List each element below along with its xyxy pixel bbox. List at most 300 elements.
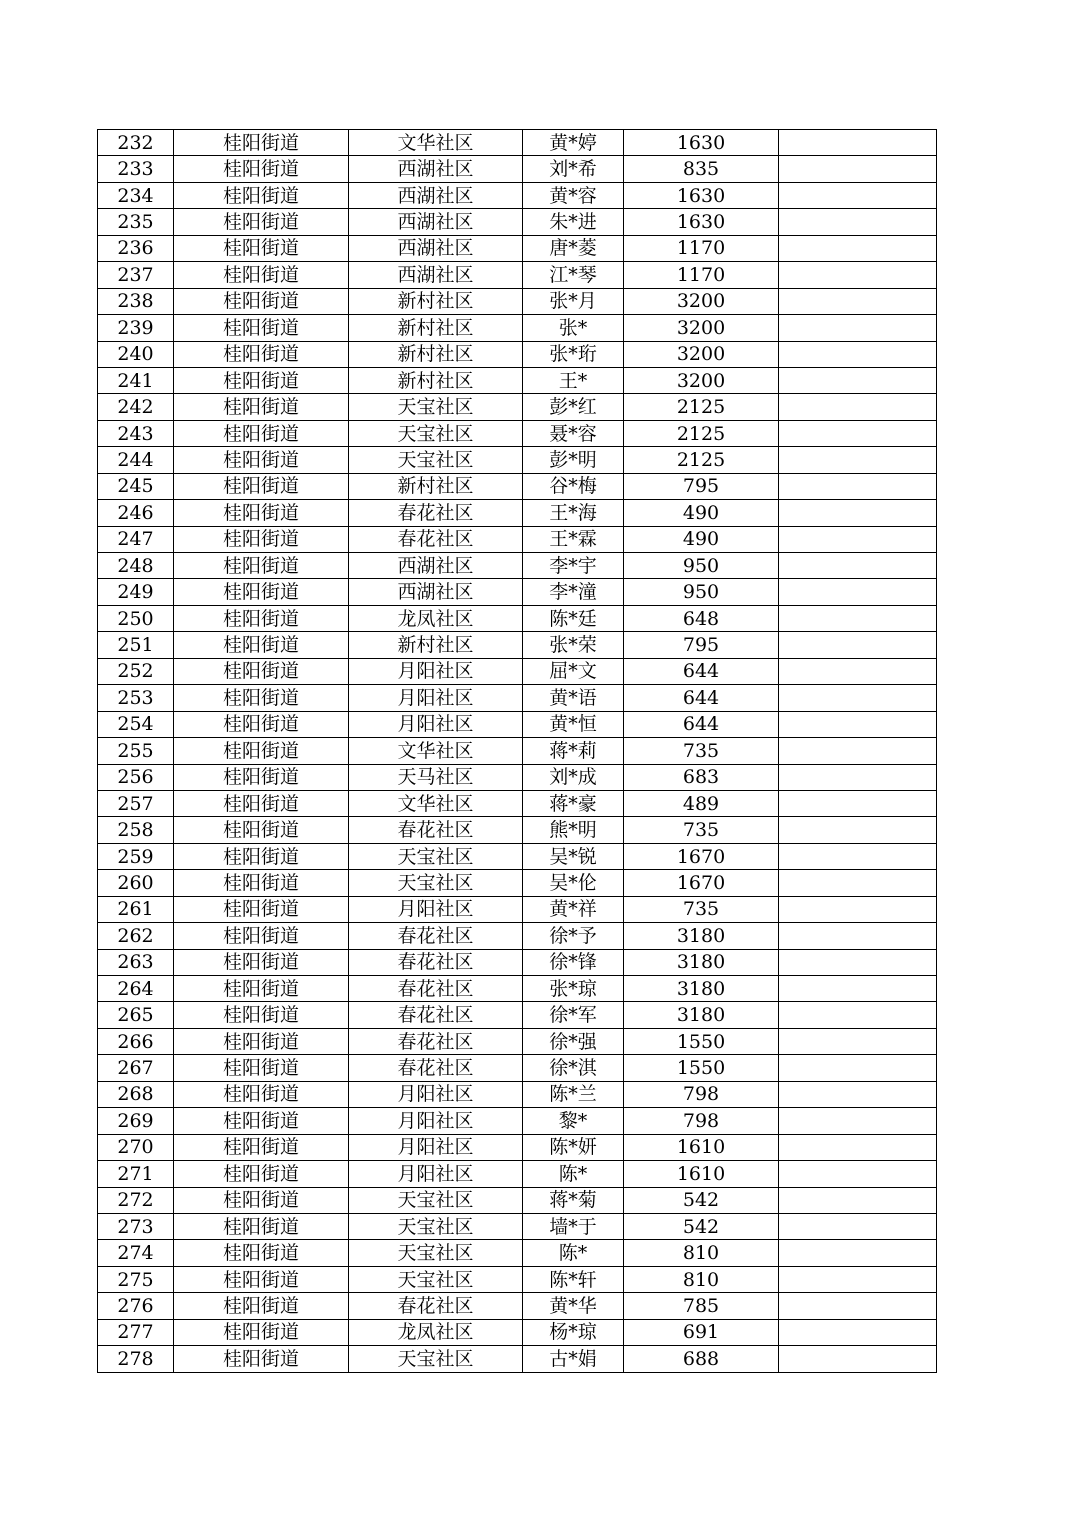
row-number-cell: 264 bbox=[98, 976, 174, 1002]
street-cell: 桂阳街道 bbox=[174, 130, 349, 156]
note-cell bbox=[779, 764, 937, 790]
amount-cell: 810 bbox=[624, 1266, 779, 1292]
table-row bbox=[98, 1187, 937, 1213]
community-cell: 西湖社区 bbox=[349, 262, 523, 288]
amount-cell: 2125 bbox=[624, 394, 779, 420]
table-row bbox=[98, 1240, 937, 1266]
person-name-cell: 吴*伦 bbox=[523, 870, 624, 896]
street-cell: 桂阳街道 bbox=[174, 896, 349, 922]
row-number-cell: 258 bbox=[98, 817, 174, 843]
community-cell: 春花社区 bbox=[349, 500, 523, 526]
amount-cell: 1670 bbox=[624, 870, 779, 896]
note-cell bbox=[779, 817, 937, 843]
street-cell: 桂阳街道 bbox=[174, 764, 349, 790]
street-cell: 桂阳街道 bbox=[174, 1161, 349, 1187]
amount-cell: 785 bbox=[624, 1293, 779, 1319]
table-row bbox=[98, 976, 937, 1002]
table-row bbox=[98, 130, 937, 156]
street-cell: 桂阳街道 bbox=[174, 1028, 349, 1054]
amount-cell: 1670 bbox=[624, 843, 779, 869]
note-cell bbox=[779, 1108, 937, 1134]
street-cell: 桂阳街道 bbox=[174, 790, 349, 816]
note-cell bbox=[779, 685, 937, 711]
row-number-cell: 276 bbox=[98, 1293, 174, 1319]
table-row bbox=[98, 1266, 937, 1292]
community-cell: 天宝社区 bbox=[349, 1266, 523, 1292]
amount-cell: 490 bbox=[624, 526, 779, 552]
amount-cell: 795 bbox=[624, 632, 779, 658]
table-row bbox=[98, 711, 937, 737]
note-cell bbox=[779, 1081, 937, 1107]
note-cell bbox=[779, 1028, 937, 1054]
person-name-cell: 张* bbox=[523, 315, 624, 341]
community-cell: 天宝社区 bbox=[349, 394, 523, 420]
note-cell bbox=[779, 473, 937, 499]
row-number-cell: 262 bbox=[98, 923, 174, 949]
person-name-cell: 王*海 bbox=[523, 500, 624, 526]
table-row bbox=[98, 288, 937, 314]
row-number-cell: 252 bbox=[98, 658, 174, 684]
community-cell: 月阳社区 bbox=[349, 658, 523, 684]
person-name-cell: 陈*廷 bbox=[523, 605, 624, 631]
note-cell bbox=[779, 447, 937, 473]
community-cell: 春花社区 bbox=[349, 817, 523, 843]
note-cell bbox=[779, 1346, 937, 1372]
community-cell: 春花社区 bbox=[349, 526, 523, 552]
row-number-cell: 265 bbox=[98, 1002, 174, 1028]
row-number-cell: 233 bbox=[98, 156, 174, 182]
street-cell: 桂阳街道 bbox=[174, 1187, 349, 1213]
community-cell: 月阳社区 bbox=[349, 896, 523, 922]
amount-cell: 1610 bbox=[624, 1134, 779, 1160]
street-cell: 桂阳街道 bbox=[174, 1319, 349, 1345]
community-cell: 月阳社区 bbox=[349, 1108, 523, 1134]
person-name-cell: 张*珩 bbox=[523, 341, 624, 367]
amount-cell: 735 bbox=[624, 738, 779, 764]
note-cell bbox=[779, 579, 937, 605]
amount-cell: 795 bbox=[624, 473, 779, 499]
street-cell: 桂阳街道 bbox=[174, 843, 349, 869]
street-cell: 桂阳街道 bbox=[174, 500, 349, 526]
table-row bbox=[98, 394, 937, 420]
note-cell bbox=[779, 976, 937, 1002]
note-cell bbox=[779, 843, 937, 869]
amount-cell: 644 bbox=[624, 711, 779, 737]
note-cell bbox=[779, 367, 937, 393]
table-row bbox=[98, 1055, 937, 1081]
community-cell: 新村社区 bbox=[349, 367, 523, 393]
row-number-cell: 268 bbox=[98, 1081, 174, 1107]
table-body bbox=[98, 130, 937, 1373]
amount-cell: 3200 bbox=[624, 367, 779, 393]
amount-cell: 798 bbox=[624, 1108, 779, 1134]
amount-cell: 798 bbox=[624, 1081, 779, 1107]
note-cell bbox=[779, 526, 937, 552]
table-row bbox=[98, 182, 937, 208]
street-cell: 桂阳街道 bbox=[174, 632, 349, 658]
note-cell bbox=[779, 1134, 937, 1160]
note-cell bbox=[779, 315, 937, 341]
amount-cell: 1550 bbox=[624, 1028, 779, 1054]
person-name-cell: 彭*红 bbox=[523, 394, 624, 420]
row-number-cell: 275 bbox=[98, 1266, 174, 1292]
table-row bbox=[98, 526, 937, 552]
table-row bbox=[98, 843, 937, 869]
row-number-cell: 254 bbox=[98, 711, 174, 737]
person-name-cell: 熊*明 bbox=[523, 817, 624, 843]
street-cell: 桂阳街道 bbox=[174, 235, 349, 261]
row-number-cell: 243 bbox=[98, 420, 174, 446]
street-cell: 桂阳街道 bbox=[174, 156, 349, 182]
community-cell: 天宝社区 bbox=[349, 1240, 523, 1266]
table-row bbox=[98, 1213, 937, 1239]
street-cell: 桂阳街道 bbox=[174, 685, 349, 711]
table-row bbox=[98, 896, 937, 922]
person-name-cell: 杨*琼 bbox=[523, 1319, 624, 1345]
street-cell: 桂阳街道 bbox=[174, 262, 349, 288]
amount-cell: 2125 bbox=[624, 447, 779, 473]
community-cell: 月阳社区 bbox=[349, 685, 523, 711]
street-cell: 桂阳街道 bbox=[174, 923, 349, 949]
person-name-cell: 古*娟 bbox=[523, 1346, 624, 1372]
person-name-cell: 聂*容 bbox=[523, 420, 624, 446]
row-number-cell: 273 bbox=[98, 1213, 174, 1239]
community-cell: 天宝社区 bbox=[349, 1187, 523, 1213]
street-cell: 桂阳街道 bbox=[174, 394, 349, 420]
row-number-cell: 250 bbox=[98, 605, 174, 631]
row-number-cell: 246 bbox=[98, 500, 174, 526]
table-row bbox=[98, 658, 937, 684]
person-name-cell: 徐*强 bbox=[523, 1028, 624, 1054]
community-cell: 天马社区 bbox=[349, 764, 523, 790]
table-row bbox=[98, 685, 937, 711]
row-number-cell: 253 bbox=[98, 685, 174, 711]
row-number-cell: 249 bbox=[98, 579, 174, 605]
note-cell bbox=[779, 553, 937, 579]
amount-cell: 3180 bbox=[624, 949, 779, 975]
person-name-cell: 黄*容 bbox=[523, 182, 624, 208]
note-cell bbox=[779, 949, 937, 975]
row-number-cell: 269 bbox=[98, 1108, 174, 1134]
community-cell: 文华社区 bbox=[349, 790, 523, 816]
amount-cell: 735 bbox=[624, 896, 779, 922]
street-cell: 桂阳街道 bbox=[174, 288, 349, 314]
community-cell: 文华社区 bbox=[349, 130, 523, 156]
note-cell bbox=[779, 1293, 937, 1319]
person-name-cell: 黄*语 bbox=[523, 685, 624, 711]
person-name-cell: 唐*菱 bbox=[523, 235, 624, 261]
row-number-cell: 277 bbox=[98, 1319, 174, 1345]
table-row bbox=[98, 1028, 937, 1054]
person-name-cell: 谷*梅 bbox=[523, 473, 624, 499]
table-row bbox=[98, 235, 937, 261]
person-name-cell: 黄*祥 bbox=[523, 896, 624, 922]
community-cell: 新村社区 bbox=[349, 341, 523, 367]
table-row bbox=[98, 315, 937, 341]
note-cell bbox=[779, 1240, 937, 1266]
street-cell: 桂阳街道 bbox=[174, 658, 349, 684]
row-number-cell: 259 bbox=[98, 843, 174, 869]
note-cell bbox=[779, 1319, 937, 1345]
person-name-cell: 张*琼 bbox=[523, 976, 624, 1002]
street-cell: 桂阳街道 bbox=[174, 1134, 349, 1160]
community-cell: 春花社区 bbox=[349, 949, 523, 975]
person-name-cell: 陈*轩 bbox=[523, 1266, 624, 1292]
table-row bbox=[98, 1081, 937, 1107]
row-number-cell: 257 bbox=[98, 790, 174, 816]
table-row bbox=[98, 1002, 937, 1028]
note-cell bbox=[779, 605, 937, 631]
amount-cell: 3180 bbox=[624, 976, 779, 1002]
note-cell bbox=[779, 711, 937, 737]
community-cell: 新村社区 bbox=[349, 315, 523, 341]
community-cell: 西湖社区 bbox=[349, 235, 523, 261]
person-name-cell: 朱*进 bbox=[523, 209, 624, 235]
street-cell: 桂阳街道 bbox=[174, 949, 349, 975]
amount-cell: 735 bbox=[624, 817, 779, 843]
person-name-cell: 屈*文 bbox=[523, 658, 624, 684]
community-cell: 天宝社区 bbox=[349, 870, 523, 896]
person-name-cell: 黄*华 bbox=[523, 1293, 624, 1319]
table-row bbox=[98, 923, 937, 949]
note-cell bbox=[779, 896, 937, 922]
row-number-cell: 242 bbox=[98, 394, 174, 420]
community-cell: 春花社区 bbox=[349, 1055, 523, 1081]
street-cell: 桂阳街道 bbox=[174, 1293, 349, 1319]
amount-cell: 3200 bbox=[624, 315, 779, 341]
street-cell: 桂阳街道 bbox=[174, 738, 349, 764]
community-cell: 新村社区 bbox=[349, 632, 523, 658]
community-cell: 月阳社区 bbox=[349, 1161, 523, 1187]
community-cell: 西湖社区 bbox=[349, 553, 523, 579]
amount-cell: 1550 bbox=[624, 1055, 779, 1081]
row-number-cell: 232 bbox=[98, 130, 174, 156]
note-cell bbox=[779, 130, 937, 156]
table-row bbox=[98, 1108, 937, 1134]
community-cell: 月阳社区 bbox=[349, 711, 523, 737]
community-cell: 春花社区 bbox=[349, 1002, 523, 1028]
table-row bbox=[98, 817, 937, 843]
table-row bbox=[98, 764, 937, 790]
street-cell: 桂阳街道 bbox=[174, 315, 349, 341]
note-cell bbox=[779, 1266, 937, 1292]
note-cell bbox=[779, 870, 937, 896]
note-cell bbox=[779, 1002, 937, 1028]
community-cell: 西湖社区 bbox=[349, 182, 523, 208]
person-name-cell: 陈*妍 bbox=[523, 1134, 624, 1160]
row-number-cell: 278 bbox=[98, 1346, 174, 1372]
person-name-cell: 黄*恒 bbox=[523, 711, 624, 737]
table-row bbox=[98, 209, 937, 235]
note-cell bbox=[779, 288, 937, 314]
person-name-cell: 墙*于 bbox=[523, 1213, 624, 1239]
table-row bbox=[98, 870, 937, 896]
table-row bbox=[98, 949, 937, 975]
street-cell: 桂阳街道 bbox=[174, 526, 349, 552]
street-cell: 桂阳街道 bbox=[174, 817, 349, 843]
row-number-cell: 244 bbox=[98, 447, 174, 473]
community-cell: 春花社区 bbox=[349, 1293, 523, 1319]
street-cell: 桂阳街道 bbox=[174, 1081, 349, 1107]
community-cell: 龙凤社区 bbox=[349, 1319, 523, 1345]
person-name-cell: 王*霖 bbox=[523, 526, 624, 552]
amount-cell: 3180 bbox=[624, 923, 779, 949]
amount-cell: 3200 bbox=[624, 288, 779, 314]
row-number-cell: 267 bbox=[98, 1055, 174, 1081]
community-cell: 文华社区 bbox=[349, 738, 523, 764]
row-number-cell: 241 bbox=[98, 367, 174, 393]
table-row bbox=[98, 579, 937, 605]
street-cell: 桂阳街道 bbox=[174, 605, 349, 631]
community-cell: 天宝社区 bbox=[349, 1213, 523, 1239]
person-name-cell: 江*琴 bbox=[523, 262, 624, 288]
table-row bbox=[98, 473, 937, 499]
row-number-cell: 263 bbox=[98, 949, 174, 975]
person-name-cell: 蒋*莉 bbox=[523, 738, 624, 764]
street-cell: 桂阳街道 bbox=[174, 367, 349, 393]
street-cell: 桂阳街道 bbox=[174, 1002, 349, 1028]
table-row bbox=[98, 500, 937, 526]
amount-cell: 489 bbox=[624, 790, 779, 816]
person-name-cell: 彭*明 bbox=[523, 447, 624, 473]
row-number-cell: 261 bbox=[98, 896, 174, 922]
street-cell: 桂阳街道 bbox=[174, 1240, 349, 1266]
community-cell: 月阳社区 bbox=[349, 1081, 523, 1107]
note-cell bbox=[779, 209, 937, 235]
street-cell: 桂阳街道 bbox=[174, 1213, 349, 1239]
note-cell bbox=[779, 262, 937, 288]
table-row bbox=[98, 790, 937, 816]
row-number-cell: 248 bbox=[98, 553, 174, 579]
person-name-cell: 蒋*豪 bbox=[523, 790, 624, 816]
community-cell: 西湖社区 bbox=[349, 156, 523, 182]
amount-cell: 1630 bbox=[624, 182, 779, 208]
row-number-cell: 271 bbox=[98, 1161, 174, 1187]
row-number-cell: 238 bbox=[98, 288, 174, 314]
person-name-cell: 徐*军 bbox=[523, 1002, 624, 1028]
table-row bbox=[98, 367, 937, 393]
note-cell bbox=[779, 394, 937, 420]
amount-cell: 1170 bbox=[624, 235, 779, 261]
row-number-cell: 256 bbox=[98, 764, 174, 790]
street-cell: 桂阳街道 bbox=[174, 1346, 349, 1372]
amount-cell: 835 bbox=[624, 156, 779, 182]
community-cell: 天宝社区 bbox=[349, 447, 523, 473]
row-number-cell: 234 bbox=[98, 182, 174, 208]
table-row bbox=[98, 420, 937, 446]
table-row bbox=[98, 553, 937, 579]
row-number-cell: 237 bbox=[98, 262, 174, 288]
person-name-cell: 刘*成 bbox=[523, 764, 624, 790]
amount-cell: 950 bbox=[624, 553, 779, 579]
community-cell: 龙凤社区 bbox=[349, 605, 523, 631]
table-row bbox=[98, 632, 937, 658]
community-cell: 新村社区 bbox=[349, 473, 523, 499]
note-cell bbox=[779, 1187, 937, 1213]
street-cell: 桂阳街道 bbox=[174, 209, 349, 235]
note-cell bbox=[779, 790, 937, 816]
row-number-cell: 260 bbox=[98, 870, 174, 896]
table-row bbox=[98, 262, 937, 288]
row-number-cell: 266 bbox=[98, 1028, 174, 1054]
person-name-cell: 徐*予 bbox=[523, 923, 624, 949]
row-number-cell: 239 bbox=[98, 315, 174, 341]
community-cell: 新村社区 bbox=[349, 288, 523, 314]
amount-cell: 2125 bbox=[624, 420, 779, 446]
community-cell: 月阳社区 bbox=[349, 1134, 523, 1160]
amount-cell: 644 bbox=[624, 658, 779, 684]
note-cell bbox=[779, 235, 937, 261]
street-cell: 桂阳街道 bbox=[174, 1266, 349, 1292]
street-cell: 桂阳街道 bbox=[174, 579, 349, 605]
amount-cell: 691 bbox=[624, 1319, 779, 1345]
table-row bbox=[98, 341, 937, 367]
person-name-cell: 徐*淇 bbox=[523, 1055, 624, 1081]
amount-cell: 688 bbox=[624, 1346, 779, 1372]
community-cell: 春花社区 bbox=[349, 923, 523, 949]
person-name-cell: 李*宇 bbox=[523, 553, 624, 579]
person-name-cell: 蒋*菊 bbox=[523, 1187, 624, 1213]
amount-cell: 1170 bbox=[624, 262, 779, 288]
note-cell bbox=[779, 632, 937, 658]
person-name-cell: 陈* bbox=[523, 1240, 624, 1266]
person-name-cell: 张*月 bbox=[523, 288, 624, 314]
street-cell: 桂阳街道 bbox=[174, 553, 349, 579]
note-cell bbox=[779, 182, 937, 208]
row-number-cell: 251 bbox=[98, 632, 174, 658]
row-number-cell: 255 bbox=[98, 738, 174, 764]
street-cell: 桂阳街道 bbox=[174, 182, 349, 208]
amount-cell: 683 bbox=[624, 764, 779, 790]
table-row bbox=[98, 1319, 937, 1345]
note-cell bbox=[779, 420, 937, 446]
note-cell bbox=[779, 1161, 937, 1187]
person-name-cell: 刘*希 bbox=[523, 156, 624, 182]
street-cell: 桂阳街道 bbox=[174, 1108, 349, 1134]
amount-cell: 810 bbox=[624, 1240, 779, 1266]
row-number-cell: 274 bbox=[98, 1240, 174, 1266]
row-number-cell: 272 bbox=[98, 1187, 174, 1213]
note-cell bbox=[779, 1055, 937, 1081]
community-cell: 西湖社区 bbox=[349, 579, 523, 605]
amount-cell: 648 bbox=[624, 605, 779, 631]
data-table bbox=[97, 129, 937, 1373]
note-cell bbox=[779, 923, 937, 949]
community-cell: 春花社区 bbox=[349, 1028, 523, 1054]
note-cell bbox=[779, 1213, 937, 1239]
note-cell bbox=[779, 341, 937, 367]
street-cell: 桂阳街道 bbox=[174, 976, 349, 1002]
street-cell: 桂阳街道 bbox=[174, 341, 349, 367]
street-cell: 桂阳街道 bbox=[174, 473, 349, 499]
person-name-cell: 李*潼 bbox=[523, 579, 624, 605]
row-number-cell: 270 bbox=[98, 1134, 174, 1160]
amount-cell: 644 bbox=[624, 685, 779, 711]
community-cell: 春花社区 bbox=[349, 976, 523, 1002]
amount-cell: 490 bbox=[624, 500, 779, 526]
row-number-cell: 240 bbox=[98, 341, 174, 367]
community-cell: 天宝社区 bbox=[349, 420, 523, 446]
row-number-cell: 247 bbox=[98, 526, 174, 552]
street-cell: 桂阳街道 bbox=[174, 711, 349, 737]
table-row bbox=[98, 1346, 937, 1372]
street-cell: 桂阳街道 bbox=[174, 1055, 349, 1081]
table-row bbox=[98, 1293, 937, 1319]
street-cell: 桂阳街道 bbox=[174, 420, 349, 446]
amount-cell: 3180 bbox=[624, 1002, 779, 1028]
table-row bbox=[98, 156, 937, 182]
amount-cell: 1630 bbox=[624, 130, 779, 156]
